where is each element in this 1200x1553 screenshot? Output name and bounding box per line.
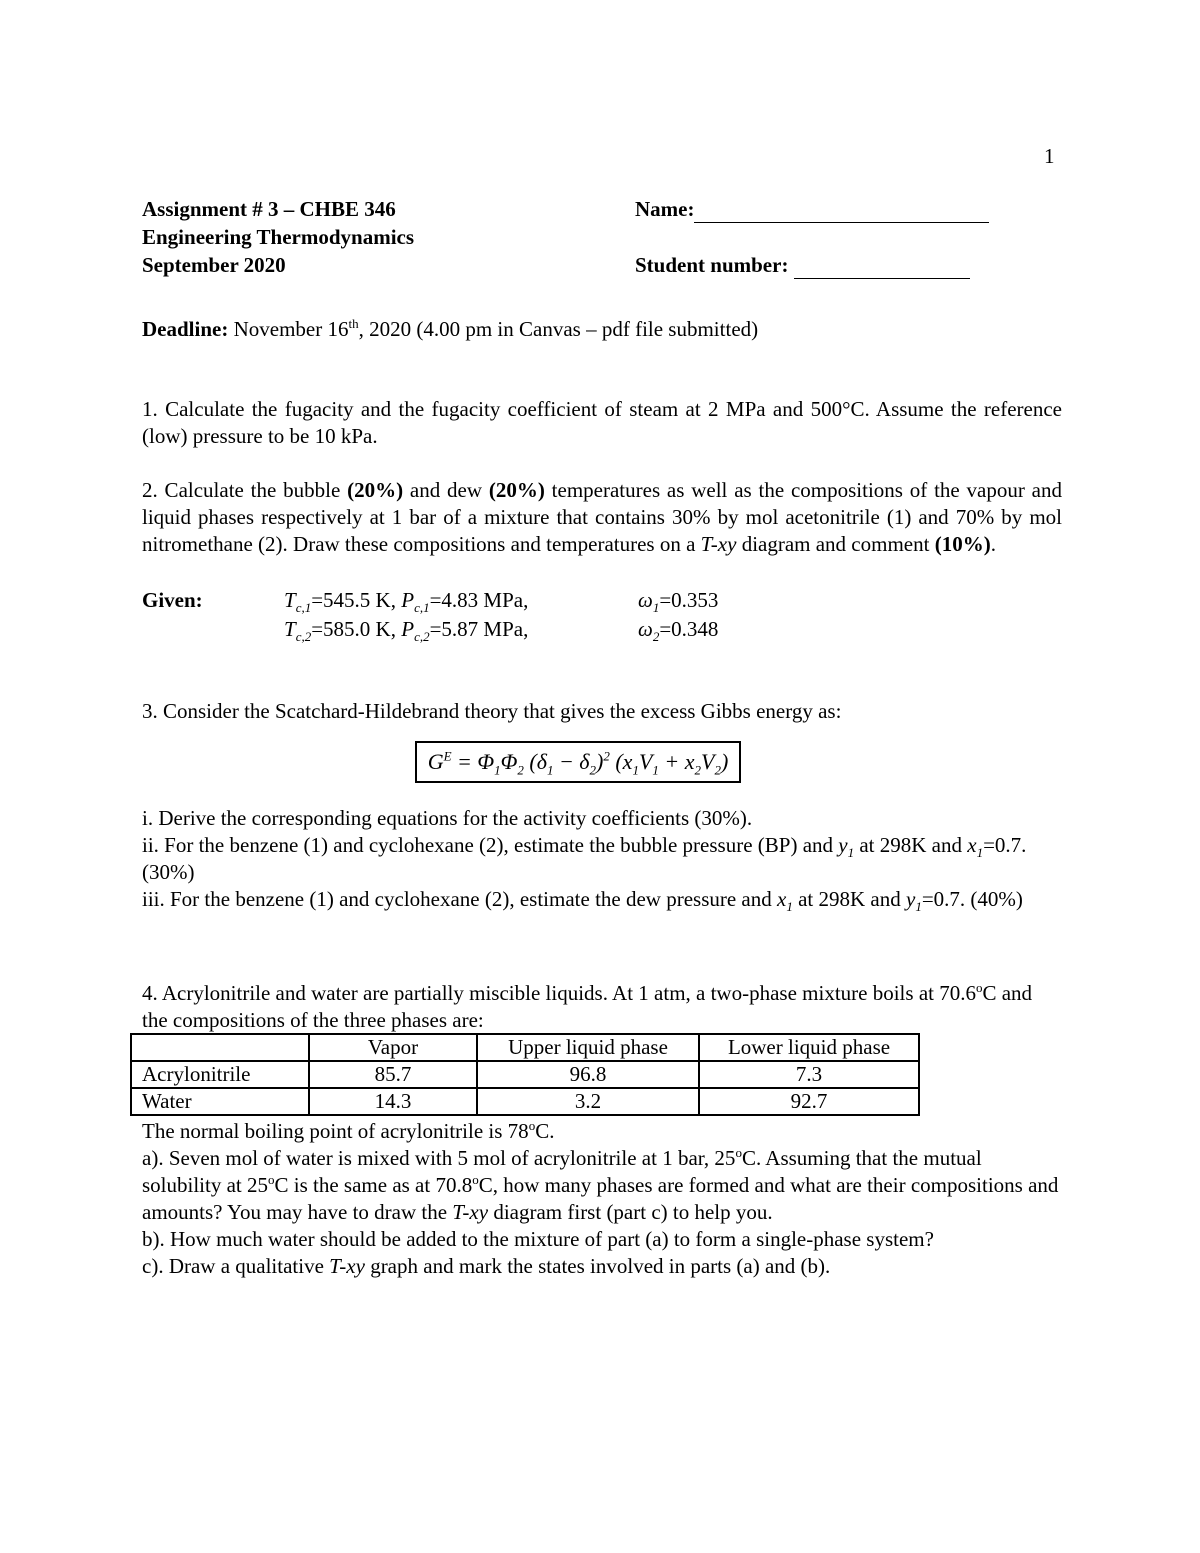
deadline-date: November 16 — [228, 317, 349, 341]
table-cell: 96.8 — [477, 1061, 699, 1088]
table-header-cell: Lower liquid phase — [699, 1034, 919, 1061]
q4-boiling-point: The normal boiling point of acrylonitrile is 78$^o$C. — [142, 1118, 555, 1143]
header-course-info — [142, 196, 602, 280]
q3-part-ii: ii. For the benzene (1) and cyclohexane (2), estimate the bubble pressure (BP) and $y_1$ at 298K and $x_1=0.7$. (30%) — [142, 833, 1027, 884]
q4-part-c: c). Draw a qualitative T-xy graph and mark the states involved in parts (a) and (b). — [142, 1254, 831, 1278]
table-row — [131, 1088, 919, 1115]
page-number: 1 — [1044, 144, 1055, 168]
q2-comment-weight: (10%) — [934, 532, 991, 556]
deadline-label: Deadline: — [142, 317, 229, 341]
q2-bubble-weight: (20%) — [347, 478, 404, 502]
table-row — [131, 1061, 919, 1088]
given-acentric-2: $\omega_2=0.348$ — [638, 617, 719, 645]
table-header-row — [131, 1034, 919, 1061]
deadline-date-sup: th — [348, 316, 359, 331]
table-cell: 85.7 — [309, 1061, 477, 1088]
question-3-parts — [142, 805, 1062, 913]
student-number-blank-line — [794, 256, 970, 279]
table-cell: 3.2 — [477, 1088, 699, 1115]
q2-text: diagram and comment — [736, 532, 935, 556]
header-student-info — [635, 196, 1035, 279]
table-cell: Water — [131, 1088, 309, 1115]
q2-text: and dew — [403, 478, 489, 502]
q2-dew-weight: (20%) — [488, 478, 545, 502]
given-row-1 — [142, 587, 842, 616]
table-cell: Acrylonitrile — [131, 1061, 309, 1088]
question-3-intro: 3. Consider the Scatchard-Hildebrand theory that gives the excess Gibbs energy as: — [142, 699, 842, 723]
table-cell: 92.7 — [699, 1088, 919, 1115]
table-header-cell: Vapor — [309, 1034, 477, 1061]
q4-part-a: a). Seven mol of water is mixed with 5 mol of acrylonitrile at 1 bar, 25$^o$C. Assuming that the mutual solubility at 25$^o$C is the same as at 70.8$^o$C, how many phases are formed and what are their compositions and amounts? You may have to draw the T-xy diagram first (part c) to help you. — [142, 1145, 1059, 1224]
assignment-title: Assignment # 3 – CHBE 346 — [142, 197, 396, 221]
question-1: 1. Calculate the fugacity and the fugacity coefficient of steam at 2 MPa and 500°C. Assume the reference (low) pressure to be 10 kPa. — [142, 397, 1062, 448]
q3-part-i: i. Derive the corresponding equations for the activity coefficients (30%). — [142, 806, 753, 830]
table-header-cell: Upper liquid phase — [477, 1034, 699, 1061]
question-2 — [142, 477, 1062, 558]
q3-part-iii: iii. For the benzene (1) and cyclohexane (2), estimate the dew pressure and $x_1$ at 298K and $y_1=0.7$. (40%) — [142, 887, 1023, 915]
deadline-details: , 2020 (4.00 pm in Canvas – pdf file submitted) — [358, 317, 759, 341]
student-number-label: Student number: — [635, 253, 789, 277]
q4-part-b: b). How much water should be added to the mixture of part (a) to form a single-phase system? — [142, 1227, 934, 1251]
given-row-2 — [142, 616, 842, 645]
deadline — [142, 316, 1062, 343]
excess-gibbs-formula: $G^E = \Phi_1\Phi_2$ $(\delta_1 - \delta_2)^2$ $(x_1V_1 + x_2V_2)$ — [415, 741, 741, 783]
name-label: Name: — [635, 197, 695, 221]
table-cell: 14.3 — [309, 1088, 477, 1115]
term: September 2020 — [142, 253, 286, 277]
question-4-intro: 4. Acrylonitrile and water are partially miscible liquids. At 1 atm, a two-phase mixture boils at 70.6$^o$C and the compositions of the three phases are: — [142, 980, 1033, 1032]
course-name: Engineering Thermodynamics — [142, 225, 415, 249]
table-cell: 7.3 — [699, 1061, 919, 1088]
given-label: Given: — [142, 588, 203, 612]
question-4-parts — [142, 1118, 1062, 1280]
q2-txy: T-xy — [700, 532, 737, 556]
q2-text: temperatures as well as the compositions of the vapour and liquid phases respectively at 1 bar of a mixture that contains 30% by mol acetonitrile (1) and 70% by mol nitromethane (2). Draw these compositions and temperatures on a — [142, 478, 1063, 556]
given-acentric-1: $\omega_1=0.353$ — [638, 588, 719, 616]
name-blank-line — [694, 200, 989, 223]
q2-text: 2. Calculate the bubble — [142, 478, 348, 502]
given-critical-props-2: $T_{c,2}=585.0$ K, $P_{c,2}=5.87$ MPa, — [284, 617, 529, 645]
phase-composition-table — [130, 1033, 920, 1116]
given-parameters — [142, 587, 842, 645]
given-critical-props-1: $T_{c,1}=545.5$ K, $P_{c,1}=4.83$ MPa, — [284, 588, 529, 616]
q2-text: . — [990, 532, 996, 556]
table-header-cell — [131, 1034, 309, 1061]
